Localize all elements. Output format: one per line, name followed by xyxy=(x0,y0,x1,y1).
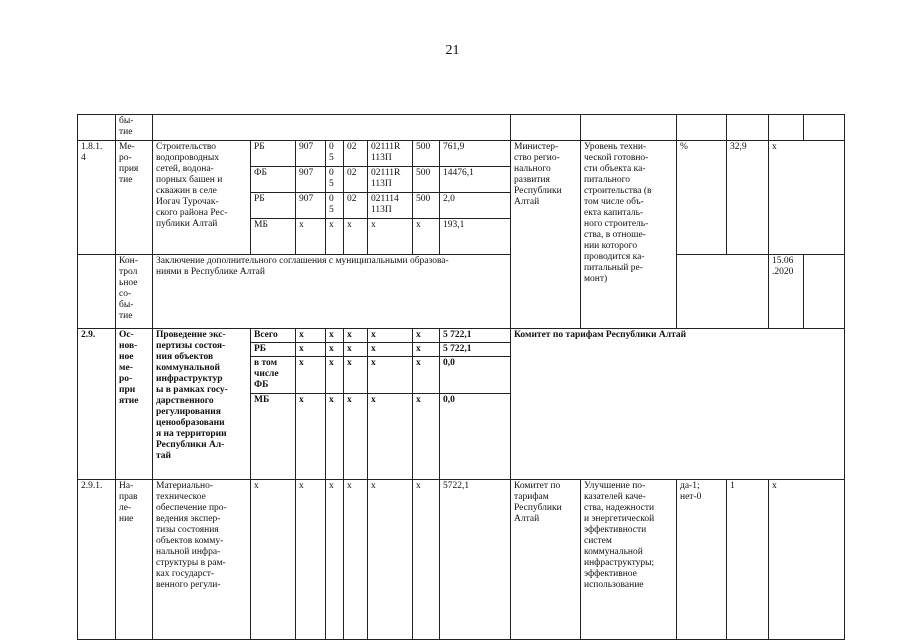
cell-value: 1 xyxy=(727,480,769,640)
fin-code: 0 5 xyxy=(326,167,344,193)
fin-code: x xyxy=(326,343,344,357)
fin-amount: 193,1 xyxy=(440,219,511,255)
cell-date: 15.06 .2020 xyxy=(769,255,804,329)
fin-code: 02 xyxy=(344,193,368,219)
cell-resp xyxy=(511,115,581,141)
cell-type: Ос- нов- ное ме- ро- при ятие xyxy=(116,329,153,480)
fin-code: x xyxy=(326,357,344,394)
fin-amount: 0,0 xyxy=(440,394,511,480)
cell-control-text: Заключение дополнительного соглашения с муниципальными образова- ниями в Республике Алтай xyxy=(153,255,511,329)
fin-code: 907 xyxy=(296,193,326,219)
cell-resp: Комитет по тарифам Республики Алтай xyxy=(511,329,845,480)
cell-num xyxy=(78,115,116,141)
cell-last: x xyxy=(769,141,845,255)
cell-num: 2.9. xyxy=(78,329,116,480)
fin-code: x xyxy=(413,219,440,255)
fin-amount: 2,0 xyxy=(440,193,511,219)
fin-code: x xyxy=(344,394,368,480)
cell-num: 2.9.1. xyxy=(78,480,116,640)
fin-code: x xyxy=(326,480,344,640)
fin-code: 0 5 xyxy=(326,193,344,219)
cell-resp: Комитет по тарифам Республики Алтай xyxy=(511,480,581,640)
cell-resp: Министер- ство регио- нального развития Республики Алтай xyxy=(511,141,581,329)
cell-type: бы- тие xyxy=(116,115,153,141)
fin-code: x xyxy=(344,329,368,343)
row-control-event xyxy=(78,255,845,329)
fin-source: МБ xyxy=(251,219,296,255)
fin-code: 0 5 xyxy=(326,141,344,167)
cell-name: Строительство водопроводных сетей, водона- порных башен и скважин в селе Иогач Турочак- ского района Рес- публики Алтай xyxy=(153,141,251,255)
fin-code: x xyxy=(326,329,344,343)
fin-code: x xyxy=(413,329,440,343)
cell-last xyxy=(804,255,845,329)
fin-code: 500 xyxy=(413,167,440,193)
cell-value xyxy=(727,115,769,141)
cell-unit xyxy=(677,115,727,141)
fin-code: x xyxy=(296,329,326,343)
fin-amount: 5 722,1 xyxy=(440,343,511,357)
fin-code: x xyxy=(296,357,326,394)
fin-code: x xyxy=(326,394,344,480)
cell-indicator: Уровень техни- ческой готовно- сти объекта ка- питального строительства (в том числе объ- екта капиталь- ного строитель- ства, в отноше- нии которого проводится ка- питальный ре- монт) xyxy=(581,141,677,329)
fin-amount: 5 722,1 xyxy=(440,329,511,343)
fin-code: 907 xyxy=(296,141,326,167)
row-main-measure-2-9 xyxy=(78,329,845,343)
program-table xyxy=(77,114,845,640)
fin-amount: 0,0 xyxy=(440,357,511,394)
cell-unit: да-1; нет-0 xyxy=(677,480,727,640)
fin-source: РБ xyxy=(251,343,296,357)
cell-type: На- прав ле- ние xyxy=(116,480,153,640)
cell-empty xyxy=(153,115,511,141)
fin-code: x xyxy=(344,219,368,255)
fin-source: РБ xyxy=(251,141,296,167)
fin-code: 500 xyxy=(413,141,440,167)
fin-code: x xyxy=(413,394,440,480)
cell-unit: % xyxy=(677,141,727,255)
fin-code: x xyxy=(344,343,368,357)
cell-empty xyxy=(677,255,769,329)
fin-code: x xyxy=(368,329,413,343)
fin-code: x xyxy=(296,219,326,255)
fin-code: 907 xyxy=(296,167,326,193)
cell-value: 32,9 xyxy=(727,141,769,255)
row-measure-1-8-1-4 xyxy=(78,141,845,167)
fin-source: ФБ xyxy=(251,167,296,193)
fin-code: 02111R 113П xyxy=(368,167,413,193)
fin-code: x xyxy=(368,357,413,394)
fin-source: в том числе ФБ xyxy=(251,357,296,394)
cell-num xyxy=(78,255,116,329)
fin-code: x xyxy=(296,394,326,480)
fin-code: 02 xyxy=(344,167,368,193)
fin-amount: 761,9 xyxy=(440,141,511,167)
fin-source: x xyxy=(251,480,296,640)
cell-type: Кон- трол ьное со- бы- тие xyxy=(116,255,153,329)
fin-source: Всего xyxy=(251,329,296,343)
cell-extra xyxy=(804,115,845,141)
cell-indicator: Улучшение по- казателей каче- ства, надежности и энергетической эффективности систем коммунальной инфраструктуры; эффективное использование xyxy=(581,480,677,640)
fin-code: x xyxy=(413,357,440,394)
cell-last: x xyxy=(769,480,845,640)
fin-code: 02 xyxy=(344,141,368,167)
fin-code: x xyxy=(413,480,440,640)
fin-code: x xyxy=(368,480,413,640)
cell-name: Проведение экс- пертизы состоя- ния объектов коммунальной инфраструктур ы в рамках госу- дарственного регулирования ценообразовани я на территории Республики Ал- тай xyxy=(153,329,251,480)
fin-code: 500 xyxy=(413,193,440,219)
fin-code: x xyxy=(344,357,368,394)
cell-num: 1.8.1. 4 xyxy=(78,141,116,255)
fin-code: x xyxy=(326,219,344,255)
fin-code: x xyxy=(368,343,413,357)
cell-name: Материально- техническое обеспечение про- ведения экспер- тизы состояния объектов комму- нальной инфра- структуры в рам- ках государст- венного регули- xyxy=(153,480,251,640)
fin-code: 02111R 113П xyxy=(368,141,413,167)
fin-code: x xyxy=(368,394,413,480)
page-number: 21 xyxy=(445,43,460,58)
fin-code: x xyxy=(296,480,326,640)
fin-amount: 14476,1 xyxy=(440,167,511,193)
fin-code: x xyxy=(296,343,326,357)
row-direction-2-9-1 xyxy=(78,480,845,640)
fin-code: x xyxy=(413,343,440,357)
fin-source: МБ xyxy=(251,394,296,480)
fin-code: x xyxy=(368,219,413,255)
fin-code: x xyxy=(344,480,368,640)
fin-amount: 5722,1 xyxy=(440,480,511,640)
cell-type: Ме- ро- прия тие xyxy=(116,141,153,255)
fin-code: 021114 113П xyxy=(368,193,413,219)
row-event-continued xyxy=(78,115,845,141)
fin-source: РБ xyxy=(251,193,296,219)
cell-indicator xyxy=(581,115,677,141)
cell-last xyxy=(769,115,804,141)
